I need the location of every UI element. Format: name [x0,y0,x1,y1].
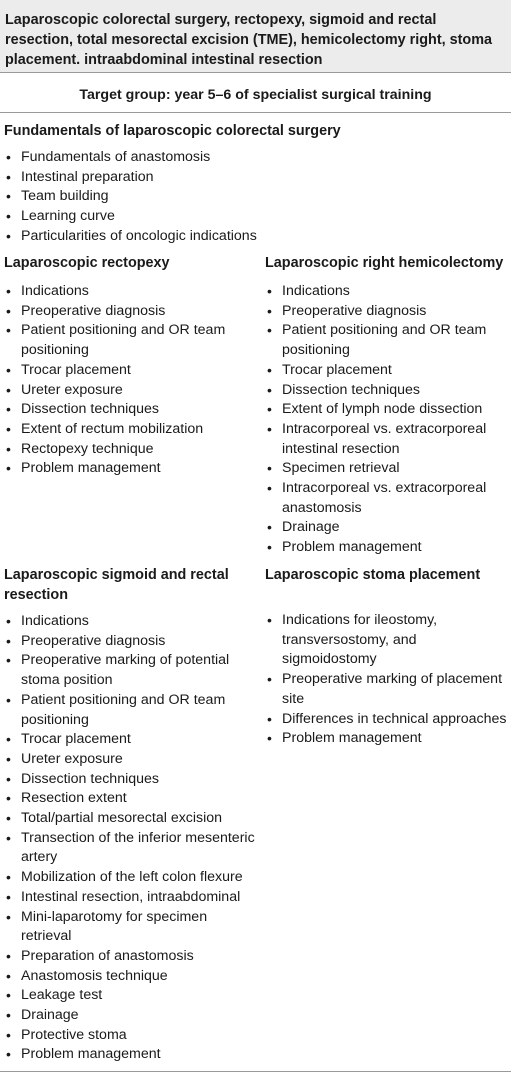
bullet-icon: • [6,283,11,299]
list-item-text: Indications for ileostomy, transversostomy, and sigmoidostomy [282,612,438,668]
list-item-text: Indications [282,283,350,299]
list-item-text: Problem management [282,539,422,556]
item-list [4,148,504,247]
section-heading: Fundamentals of laparoscopic colorectal surgery [4,123,341,139]
list-item [4,809,258,829]
list-item-text: Dissection techniques [21,770,160,787]
section-rectopexy [4,253,256,479]
bullet-icon: • [6,302,11,319]
list-item-text: Team building [21,188,109,205]
bullet-icon: • [6,731,11,748]
bullet-icon: • [6,381,11,398]
list-item [4,420,256,440]
bullet-icon: • [6,420,11,437]
section-fundamentals [4,121,504,247]
bullet-icon: • [6,691,11,708]
list-item [4,770,258,790]
item-list [4,282,256,479]
list-item-text: Preparation of anastomosis [21,947,194,964]
bullet-icon: • [6,987,11,1004]
list-item [4,829,258,868]
list-item [265,459,511,479]
bullet-icon: • [267,322,272,339]
list-item [4,789,258,809]
list-item-text: Problem management [21,460,161,477]
section-heading: Laparoscopic right hemicolectomy [265,255,504,271]
bullet-icon: • [267,710,272,727]
list-item-text: Transection of the inferior mesenteric artery [21,829,255,866]
bullet-icon: • [267,420,272,437]
list-item [265,321,511,360]
bullet-icon: • [267,612,272,628]
list-item [4,187,504,207]
bullet-icon: • [6,829,11,846]
list-item-text: Total/partial mesorectal excision [21,810,223,827]
bullet-icon: • [267,302,272,319]
bullet-icon: • [267,460,272,477]
list-item [4,651,258,690]
item-list [4,612,258,1065]
list-item-text: Intracorporeal vs. extracorporeal anastomosis [282,480,487,516]
bullet-icon: • [6,149,11,165]
bullet-icon: • [6,790,11,807]
bullet-icon: • [6,1007,11,1024]
list-item-text: Problem management [282,730,422,747]
list-item [4,908,258,947]
list-item [4,1045,258,1065]
bullet-icon: • [6,652,11,669]
list-item [265,361,511,381]
list-item [4,302,256,322]
list-item [4,321,256,360]
list-item [4,459,256,479]
bullet-icon: • [6,460,11,477]
list-item-text: Patient positioning and OR team positioning [21,691,226,728]
list-item [4,148,504,168]
list-item-text: Leakage test [21,987,103,1004]
list-item [4,632,258,652]
item-list [265,282,511,558]
bullet-icon: • [6,947,11,964]
list-item-text: Differences in technical approaches [282,710,507,727]
bullet-icon: • [6,888,11,905]
bullet-icon: • [6,440,11,457]
list-item-text: Patient positioning and OR team positioning [21,322,226,359]
bullet-icon: • [6,227,11,244]
list-item-text: Trocar placement [21,361,131,378]
list-item [4,168,504,188]
list-item [4,207,504,227]
list-item-text: Intracorporeal vs. extracorporeal intestinal resection [282,420,487,457]
list-item [265,381,511,401]
bullet-icon: • [6,810,11,827]
section-heading: Laparoscopic sigmoid and rectal resection [4,567,229,603]
list-item-text: Problem management [21,1046,161,1063]
section-right-hemicolectomy [265,253,511,558]
target-group: Target group: year 5–6 of specialist surgical training [79,87,432,103]
divider-line [0,72,511,73]
list-item [265,479,511,518]
bullet-icon: • [6,770,11,787]
bullet-icon: • [6,750,11,767]
list-item [4,967,258,987]
bullet-icon: • [6,1046,11,1063]
list-item [4,282,256,302]
bullet-icon: • [267,480,272,497]
section-heading: Laparoscopic stoma placement [265,567,481,583]
divider-line [0,112,511,113]
list-item [265,302,511,322]
list-item-text: Patient positioning and OR team positioning [282,322,487,359]
list-item [4,947,258,967]
bullet-icon: • [6,632,11,649]
bullet-icon: • [6,188,11,205]
list-item [4,400,256,420]
bullet-icon: • [6,869,11,886]
list-item-text: Trocar placement [282,361,392,378]
section-stoma-placement [265,565,511,749]
list-item-text: Trocar placement [21,731,131,748]
list-item-text: Intestinal preparation [21,168,154,185]
list-item-text: Learning curve [21,208,115,225]
bullet-icon: • [267,519,272,536]
bullet-icon: • [6,967,11,984]
list-item-text: Extent of rectum mobilization [21,420,204,437]
bullet-icon: • [267,361,272,378]
list-item-text: Fundamentals of anastomosis [21,149,211,165]
list-item [4,1026,258,1046]
table-title-band [0,0,511,72]
list-item [4,868,258,888]
list-item-text: Rectopexy technique [21,440,154,457]
list-item-text: Preoperative diagnosis [21,302,166,319]
list-item-text: Mobilization of the left colon flexure [21,869,243,886]
list-item [265,420,511,459]
bullet-icon: • [6,908,11,925]
list-item-text: Specimen retrieval [282,460,400,477]
list-item-text: Anastomosis technique [21,967,168,984]
list-item [4,691,258,730]
list-item [265,670,511,709]
bullet-icon: • [6,168,11,185]
list-item [265,710,511,730]
list-item-text: Intestinal resection, intraabdominal [21,888,241,905]
list-item-text: Indications [21,613,89,629]
list-item-text: Mini-laparotomy for specimen retrieval [21,908,208,945]
section-sigmoid-rectal-resection [4,565,258,1065]
list-item [265,282,511,302]
list-item [4,888,258,908]
list-item-text: Resection extent [21,790,127,807]
bullet-icon: • [6,401,11,418]
bullet-icon: • [6,361,11,378]
bullet-icon: • [6,1026,11,1043]
item-list [265,611,511,749]
list-item [4,730,258,750]
list-item-text: Preoperative marking of potential stoma position [21,652,230,689]
table-title: Laparoscopic colorectal surgery, rectopexy, sigmoid and rectal resection, total mesorectal excision (TME), hemicolectomy right, stoma placement. intraabdominal intestinal resection [5,12,493,68]
list-item-text: Preoperative diagnosis [282,302,427,319]
list-item [265,729,511,749]
list-item-text: Preoperative diagnosis [21,632,166,649]
list-item-text: Dissection techniques [282,381,421,398]
list-item-text: Drainage [21,1007,79,1024]
list-item-text: Ureter exposure [21,381,123,398]
list-item-text: Dissection techniques [21,401,160,418]
list-item [4,750,258,770]
bullet-icon: • [6,322,11,339]
bullet-icon: • [267,401,272,418]
list-item [4,381,256,401]
list-item-text: Extent of lymph node dissection [282,401,483,418]
list-item [4,1006,258,1026]
list-item [265,400,511,420]
bullet-icon: • [267,539,272,556]
section-heading: Laparoscopic rectopexy [4,255,170,271]
bullet-icon: • [267,381,272,398]
bullet-icon: • [267,730,272,747]
list-item-text: Drainage [282,519,340,536]
list-item [265,518,511,538]
list-item-text: Protective stoma [21,1026,127,1043]
list-item [265,611,511,670]
list-item-text: Preoperative marking of placement site [282,671,503,707]
list-item [4,986,258,1006]
list-item-text: Ureter exposure [21,750,123,767]
list-item [4,440,256,460]
list-item-text: Indications [21,283,89,299]
bullet-icon: • [6,208,11,225]
list-item [4,361,256,381]
bullet-icon: • [6,613,11,629]
list-item-text: Particularities of oncologic indications [21,227,257,244]
bullet-icon: • [267,283,272,299]
list-item [265,538,511,558]
list-item [4,612,258,632]
list-item [4,227,504,247]
bullet-icon: • [267,671,272,688]
